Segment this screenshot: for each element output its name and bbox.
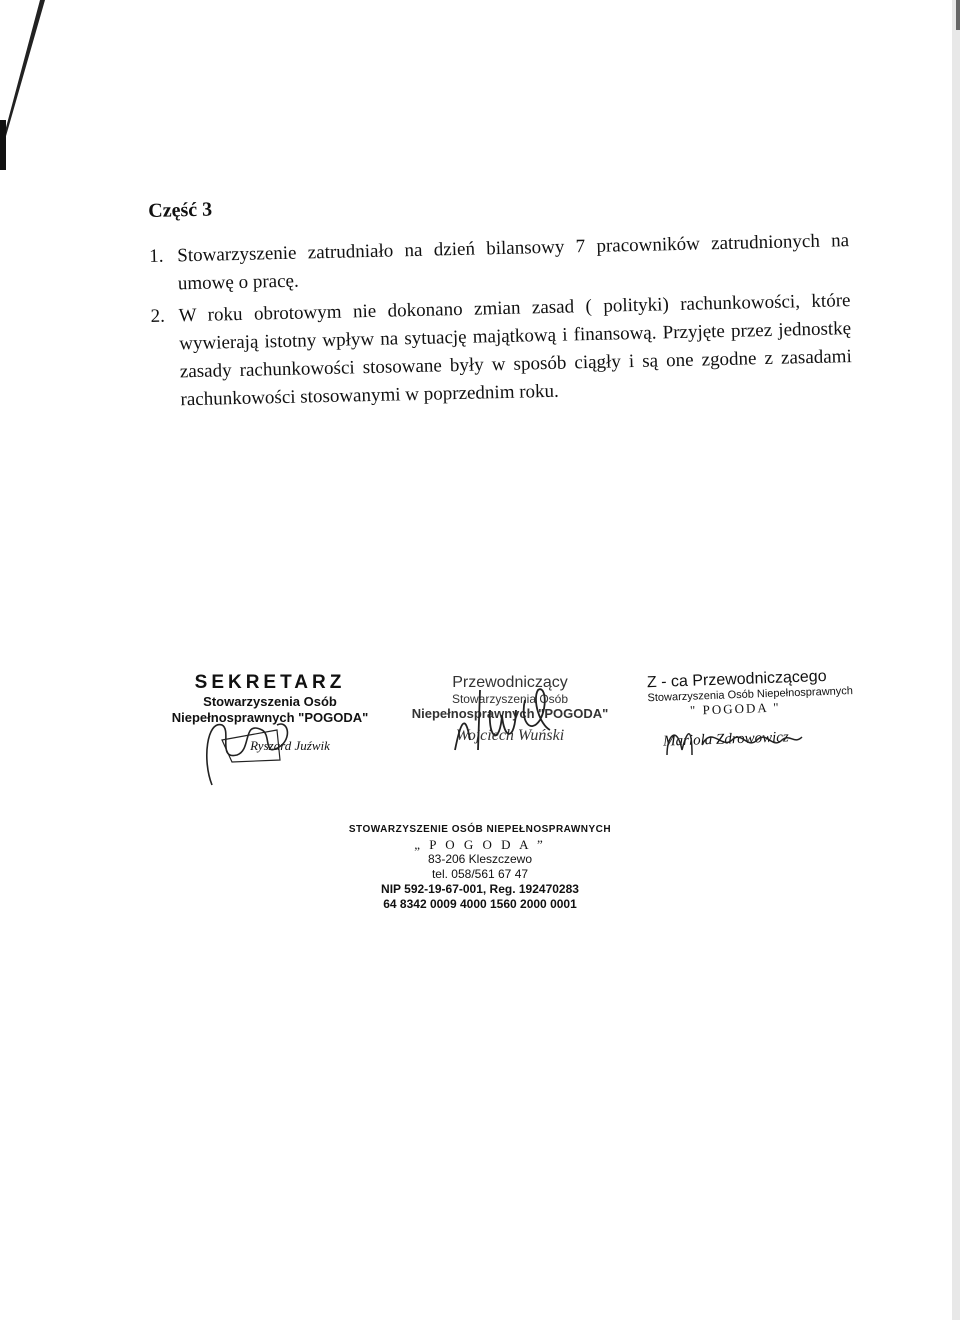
vice-chairman-stamp bbox=[647, 666, 890, 751]
stamp-role: SEKRETARZ bbox=[194, 672, 346, 693]
list-text: Stowarzyszenie zatrudniało na dzień bilansowy 7 pracowników zatrudnionych na umowę o pracę. bbox=[177, 230, 850, 295]
org-stamp-short-name: „ P O G O D A ” bbox=[414, 837, 546, 852]
secretary-stamp bbox=[165, 672, 375, 754]
org-stamp-account: 64 8342 0009 4000 1560 2000 0001 bbox=[383, 897, 577, 911]
stamp-org: Stowarzyszenia Osób bbox=[203, 694, 337, 709]
list-item bbox=[149, 227, 850, 299]
list-number: 2. bbox=[150, 305, 166, 327]
stamp-org: Niepełnosprawnych "POGODA" bbox=[171, 710, 369, 725]
org-stamp-phone: tel. 058/561 67 47 bbox=[431, 867, 529, 881]
list-text: W roku obrotowym nie dokonano zmian zasad ( polityki) rachunkowości, które wywierają istotny wpływ na sytuację majątkową i finansową. Przyjęte przez jednostkę zasady rachunkowości stosowane były w sposób ciągły i są one zgodne z zasadami rachunkowości stosowanymi w poprzednim roku. bbox=[178, 290, 852, 411]
org-stamp-address: 83-206 Kleszczewo bbox=[427, 852, 533, 866]
org-stamp-nip: NIP 592-19-67-001, Reg. 192470283 bbox=[381, 882, 579, 896]
signature-section bbox=[0, 660, 960, 800]
list-number: 1. bbox=[149, 245, 164, 267]
stamp-name: Ryszard Juźwik bbox=[250, 738, 330, 753]
section-heading: Część 3 bbox=[148, 198, 213, 222]
org-stamp-name: STOWARZYSZENIE OSÓB NIEPEŁNOSPRAWNYCH bbox=[348, 824, 612, 835]
stamp-name: Wojciech Wuński bbox=[455, 727, 565, 744]
stamp-name: Mariola Zdrowowicz bbox=[662, 729, 790, 750]
stamp-org: Niepełnosprawnych "POGODA" bbox=[411, 706, 609, 721]
chairman-stamp bbox=[400, 674, 620, 745]
stamp-org: Stowarzyszenia Osób bbox=[451, 692, 569, 706]
stamp-role: Przewodniczący bbox=[452, 674, 568, 691]
stamp-org: Stowarzyszenia Osób Niepełnosprawnych bbox=[647, 685, 854, 705]
stamp-role: Z - ca Przewodniczącego bbox=[646, 667, 827, 692]
stamp-org: " POGODA " bbox=[689, 699, 781, 718]
scan-edge-mark bbox=[0, 0, 60, 170]
document-body bbox=[148, 184, 853, 419]
organization-stamp bbox=[340, 822, 620, 912]
list-item bbox=[150, 287, 852, 415]
